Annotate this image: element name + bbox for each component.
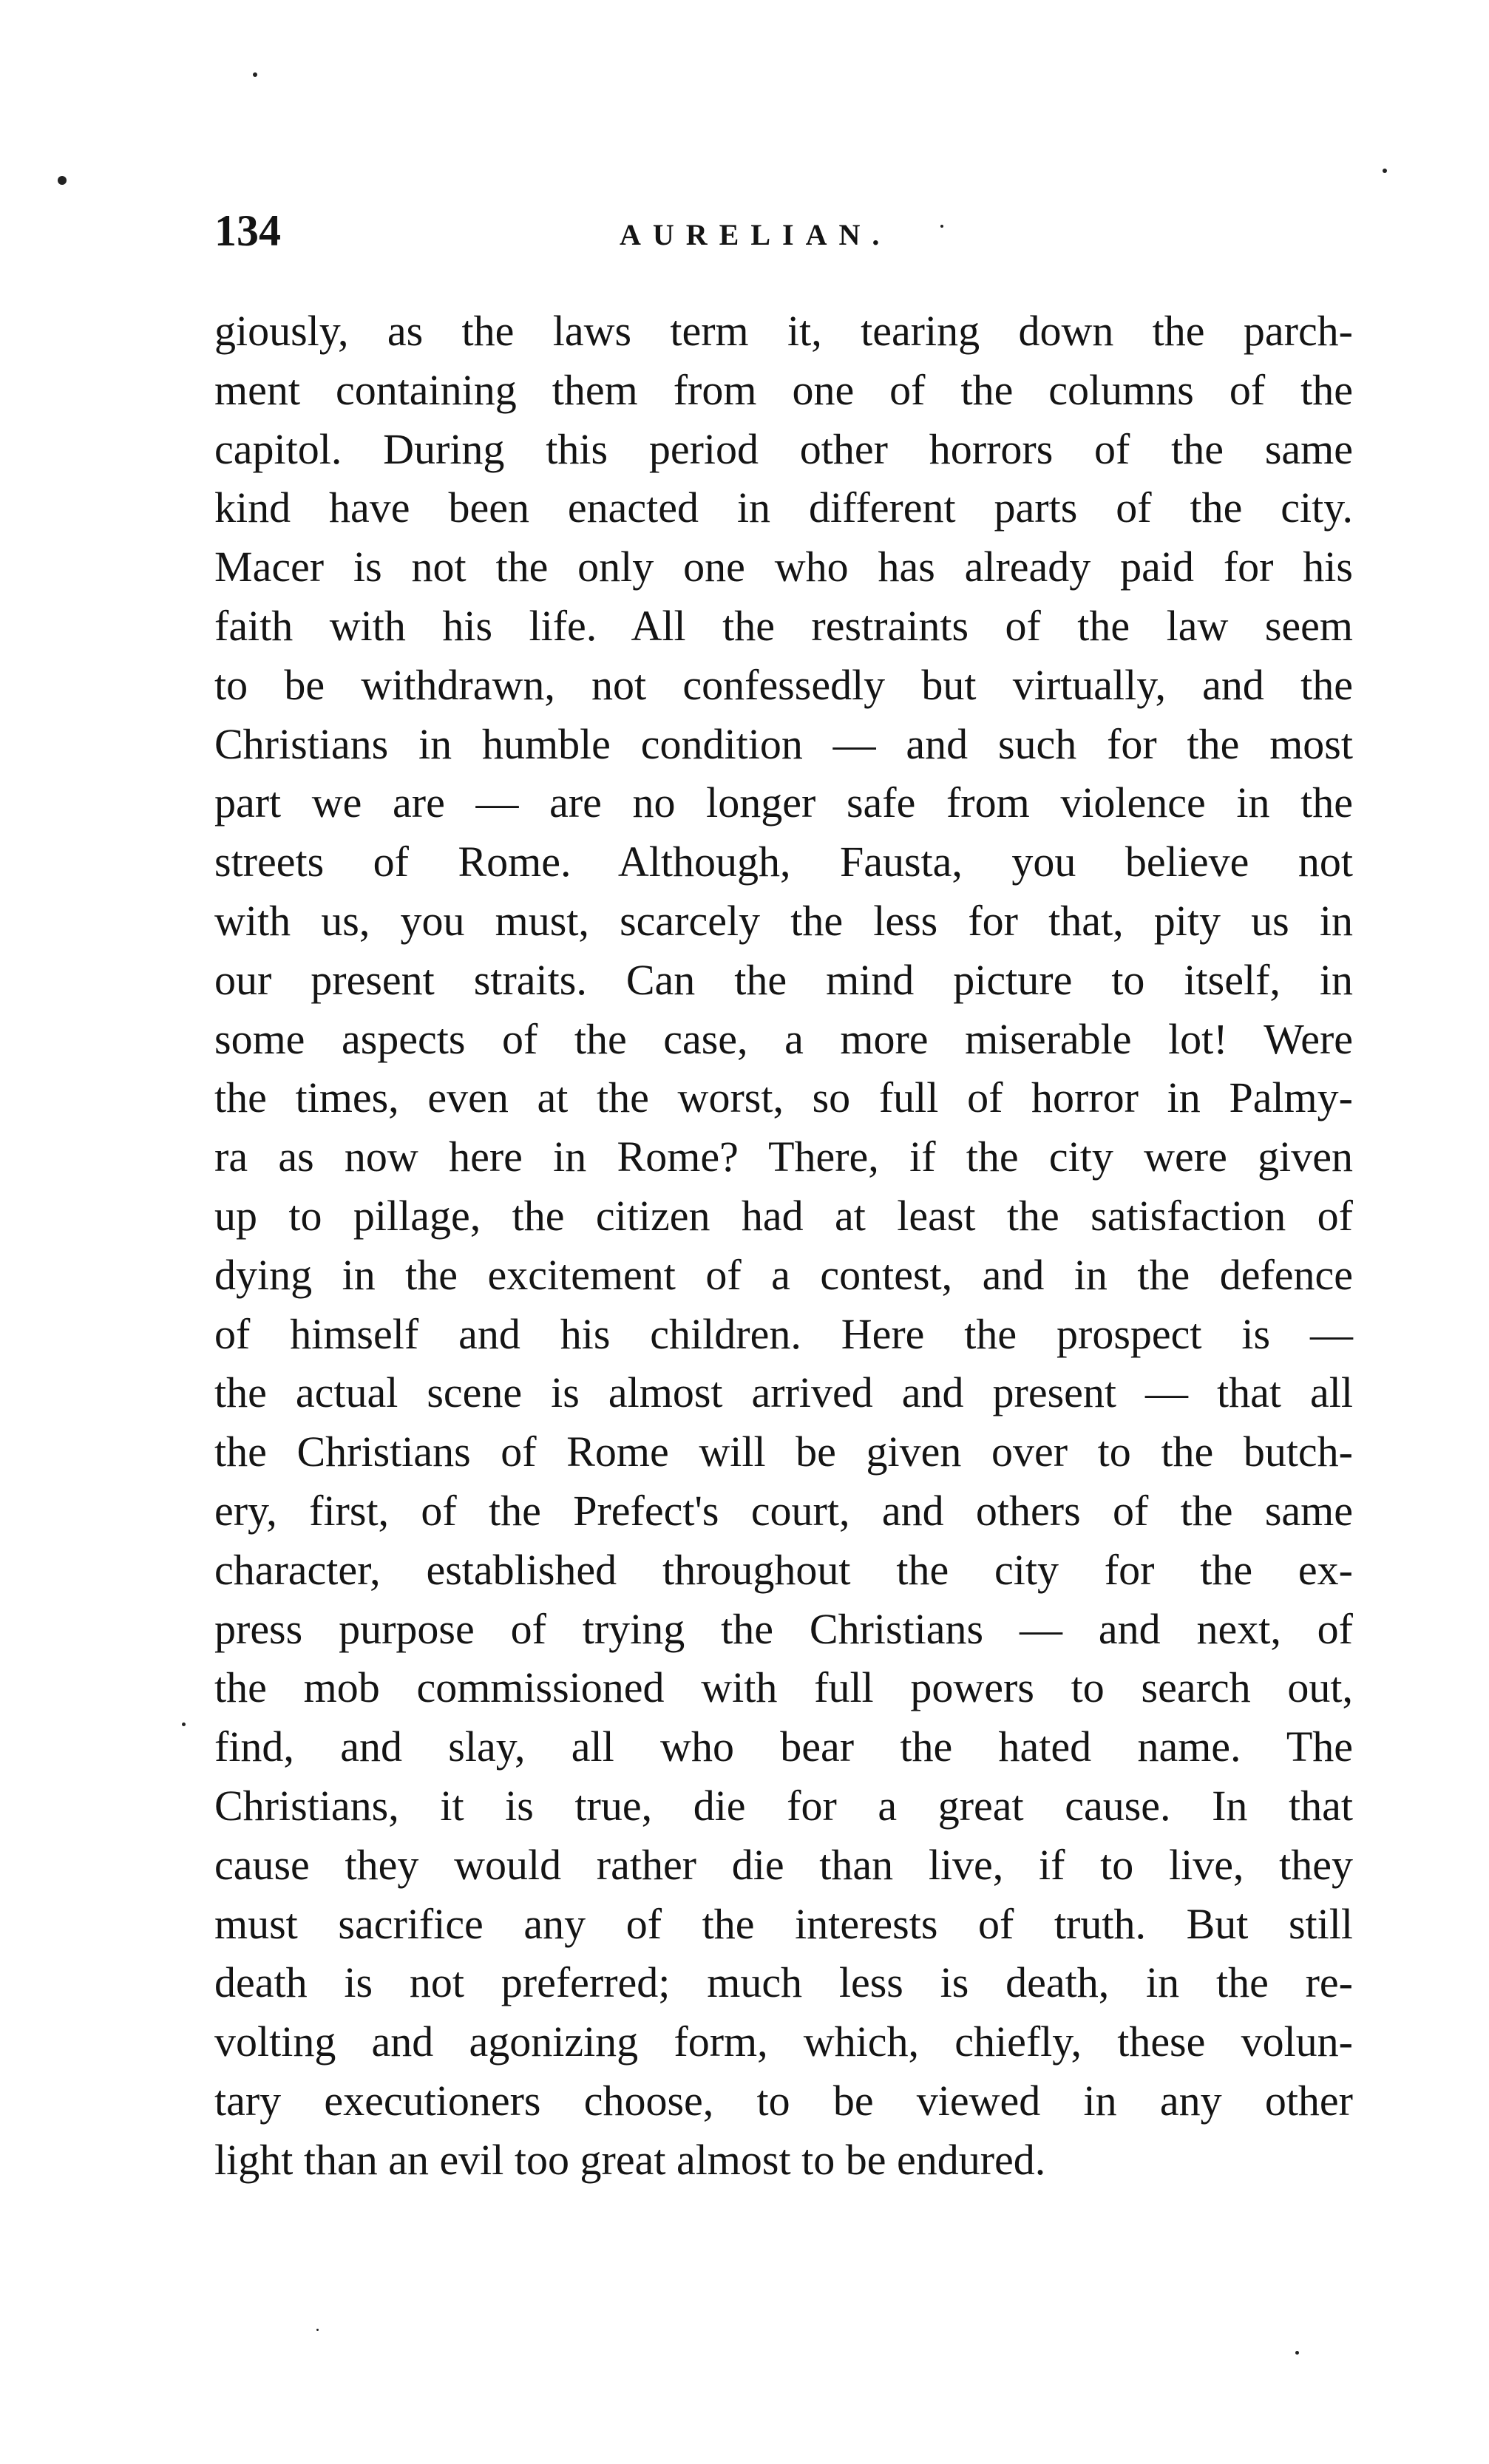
page-header (214, 201, 1353, 260)
scan-speck (316, 2329, 319, 2331)
text-line: tary executioners choose, to be viewed in any other (214, 2076, 1353, 2125)
text-line: the times, even at the worst, so full of horror in Palmy- (214, 1073, 1353, 1122)
text-line: our present straits. Can the mind picture to itself, in (214, 955, 1353, 1004)
text-line: the Christians of Rome will be given over to the butch- (214, 1428, 1353, 1476)
text-line: giously, as the laws term it, tearing down the parch- (214, 307, 1353, 355)
text-line: dying in the excitement of a contest, and in the defence (214, 1250, 1353, 1299)
scan-speck (253, 72, 257, 77)
text-line: light than an evil too great almost to be endured. (214, 2135, 1046, 2184)
text-line: Macer is not the only one who has already paid for his (214, 543, 1353, 591)
text-line: ery, first, of the Prefect's court, and others of the same (214, 1486, 1353, 1535)
text-line: volting and agonizing form, which, chiefly, these volun- (214, 2017, 1353, 2066)
text-line: the mob commissioned with full powers to search out, (214, 1663, 1353, 1712)
text-line: ment containing them from one of the columns of the (214, 365, 1353, 414)
text-line: must sacrifice any of the interests of truth. But still (214, 1899, 1353, 1948)
text-line: press purpose of trying the Christians — and next, of (214, 1604, 1353, 1653)
text-line: character, established throughout the city for the ex- (214, 1545, 1353, 1594)
page-number: 134 (214, 206, 281, 255)
text-line: Christians, it is true, die for a great cause. In that (214, 1781, 1353, 1830)
text-line: kind have been enacted in different parts of the city. (214, 483, 1353, 532)
text-line: Christians in humble condition — and such for the most (214, 719, 1353, 768)
text-line: to be withdrawn, not confessedly but virtually, and the (214, 660, 1353, 709)
text-line: cause they would rather die than live, if to live, they (214, 1840, 1353, 1889)
text-line: of himself and his children. Here the prospect is — (214, 1309, 1353, 1358)
scan-speck (940, 225, 943, 228)
scan-speck (58, 176, 67, 185)
text-line: the actual scene is almost arrived and present — that all (214, 1368, 1353, 1417)
scan-speck (182, 1723, 186, 1726)
text-line: up to pillage, the citizen had at least the satisfaction of (214, 1191, 1353, 1240)
text-line: streets of Rome. Although, Fausta, you believe not (214, 838, 1353, 886)
text-line: part we are — are no longer safe from violence in the (214, 778, 1353, 827)
text-line: find, and slay, all who bear the hated name. The (214, 1723, 1353, 1771)
scan-speck (1295, 2351, 1299, 2355)
text-line: faith with his life. All the restraints of the law seem (214, 601, 1353, 650)
body-text (214, 302, 1353, 2190)
text-line: with us, you must, scarcely the less for that, pity us in (214, 896, 1353, 945)
text-line: some aspects of the case, a more miserable lot! Were (214, 1014, 1353, 1063)
running-title: AURELIAN. (620, 218, 892, 251)
text-line: ra as now here in Rome? There, if the city were given (214, 1133, 1353, 1181)
text-line: capitol. During this period other horrors of the same (214, 424, 1353, 473)
text-line: death is not preferred; much less is death, in the re- (214, 1958, 1353, 2007)
scan-speck (1383, 169, 1387, 173)
